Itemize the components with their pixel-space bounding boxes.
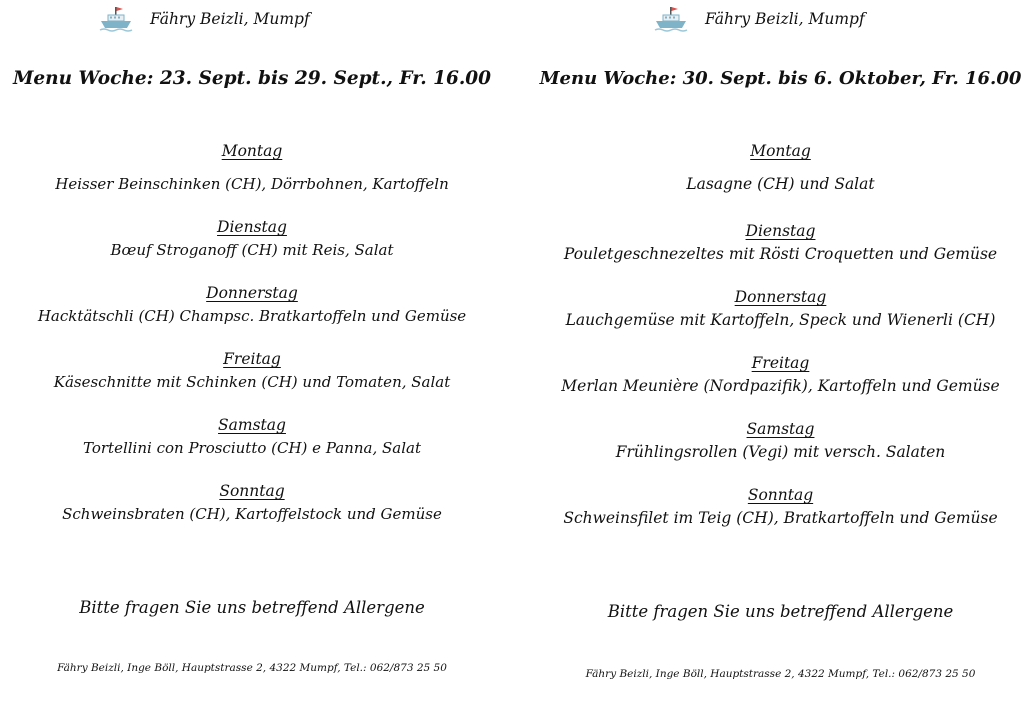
day-freitag: Freitag: [223, 350, 281, 368]
day-donnerstag: Donnerstag: [734, 288, 827, 306]
menu-card-left: [0, 0, 504, 710]
dish-samstag: Frühlingsrollen (Vegi) mit versch. Salaten: [615, 443, 946, 461]
dish-sonntag: Schweinsbraten (CH), Kartoffelstock und Gemüse: [62, 505, 442, 523]
day-dienstag: Dienstag: [745, 222, 816, 240]
dish-dienstag: Pouletgeschnezeltes mit Rösti Croquetten und Gemüse: [563, 245, 998, 263]
dish-sonntag: Schweinsfilet im Teig (CH), Bratkartoffeln und Gemüse: [563, 509, 998, 527]
header: [653, 4, 865, 34]
dish-donnerstag: Hacktätschli (CH) Champsc. Bratkartoffeln und Gemüse: [37, 307, 467, 325]
boat-icon: [98, 4, 134, 34]
day-dienstag: Dienstag: [217, 218, 287, 236]
menu-title: Menu Woche: 30. Sept. bis 6. Oktober, Fr. 16.00: [539, 68, 1022, 89]
header-title: Fähry Beizli, Mumpf: [150, 10, 310, 28]
day-freitag: Freitag: [751, 354, 810, 372]
menu-card-right: [537, 0, 1024, 710]
day-sonntag: Sonntag: [219, 482, 285, 500]
dish-samstag: Tortellini con Prosciutto (CH) e Panna, Salat: [83, 439, 421, 457]
dish-donnerstag: Lauchgemüse mit Kartoffeln, Speck und Wienerli (CH): [565, 311, 996, 329]
allergene-note: Bitte fragen Sie uns betreffend Allergene: [79, 598, 425, 617]
day-sonntag: Sonntag: [747, 486, 814, 504]
dish-freitag: Käseschnitte mit Schinken (CH) und Tomaten, Salat: [53, 373, 451, 391]
boat-icon: [653, 4, 689, 34]
day-samstag: Samstag: [746, 420, 815, 438]
day-samstag: Samstag: [218, 416, 286, 434]
dish-dienstag: Bœuf Stroganoff (CH) mit Reis, Salat: [110, 241, 394, 259]
dish-montag: Lasagne (CH) und Salat: [686, 175, 875, 193]
header: [98, 4, 310, 34]
day-montag: Montag: [750, 142, 811, 160]
footer-address: Fähry Beizli, Inge Böll, Hauptstrasse 2, 4322 Mumpf, Tel.: 062/873 25 50: [585, 668, 976, 680]
menu-title: Menu Woche: 23. Sept. bis 29. Sept., Fr. 16.00: [12, 68, 492, 89]
footer-address: Fähry Beizli, Inge Böll, Hauptstrasse 2, 4322 Mumpf, Tel.: 062/873 25 50: [57, 662, 447, 674]
allergene-note: Bitte fragen Sie uns betreffend Allergene: [607, 602, 954, 621]
day-donnerstag: Donnerstag: [206, 284, 298, 302]
dish-montag: Heisser Beinschinken (CH), Dörrbohnen, Kartoffeln: [55, 175, 449, 193]
header-title: Fähry Beizli, Mumpf: [705, 10, 865, 28]
dish-freitag: Merlan Meunière (Nordpazifik), Kartoffeln und Gemüse: [561, 377, 1000, 395]
day-montag: Montag: [221, 142, 283, 160]
